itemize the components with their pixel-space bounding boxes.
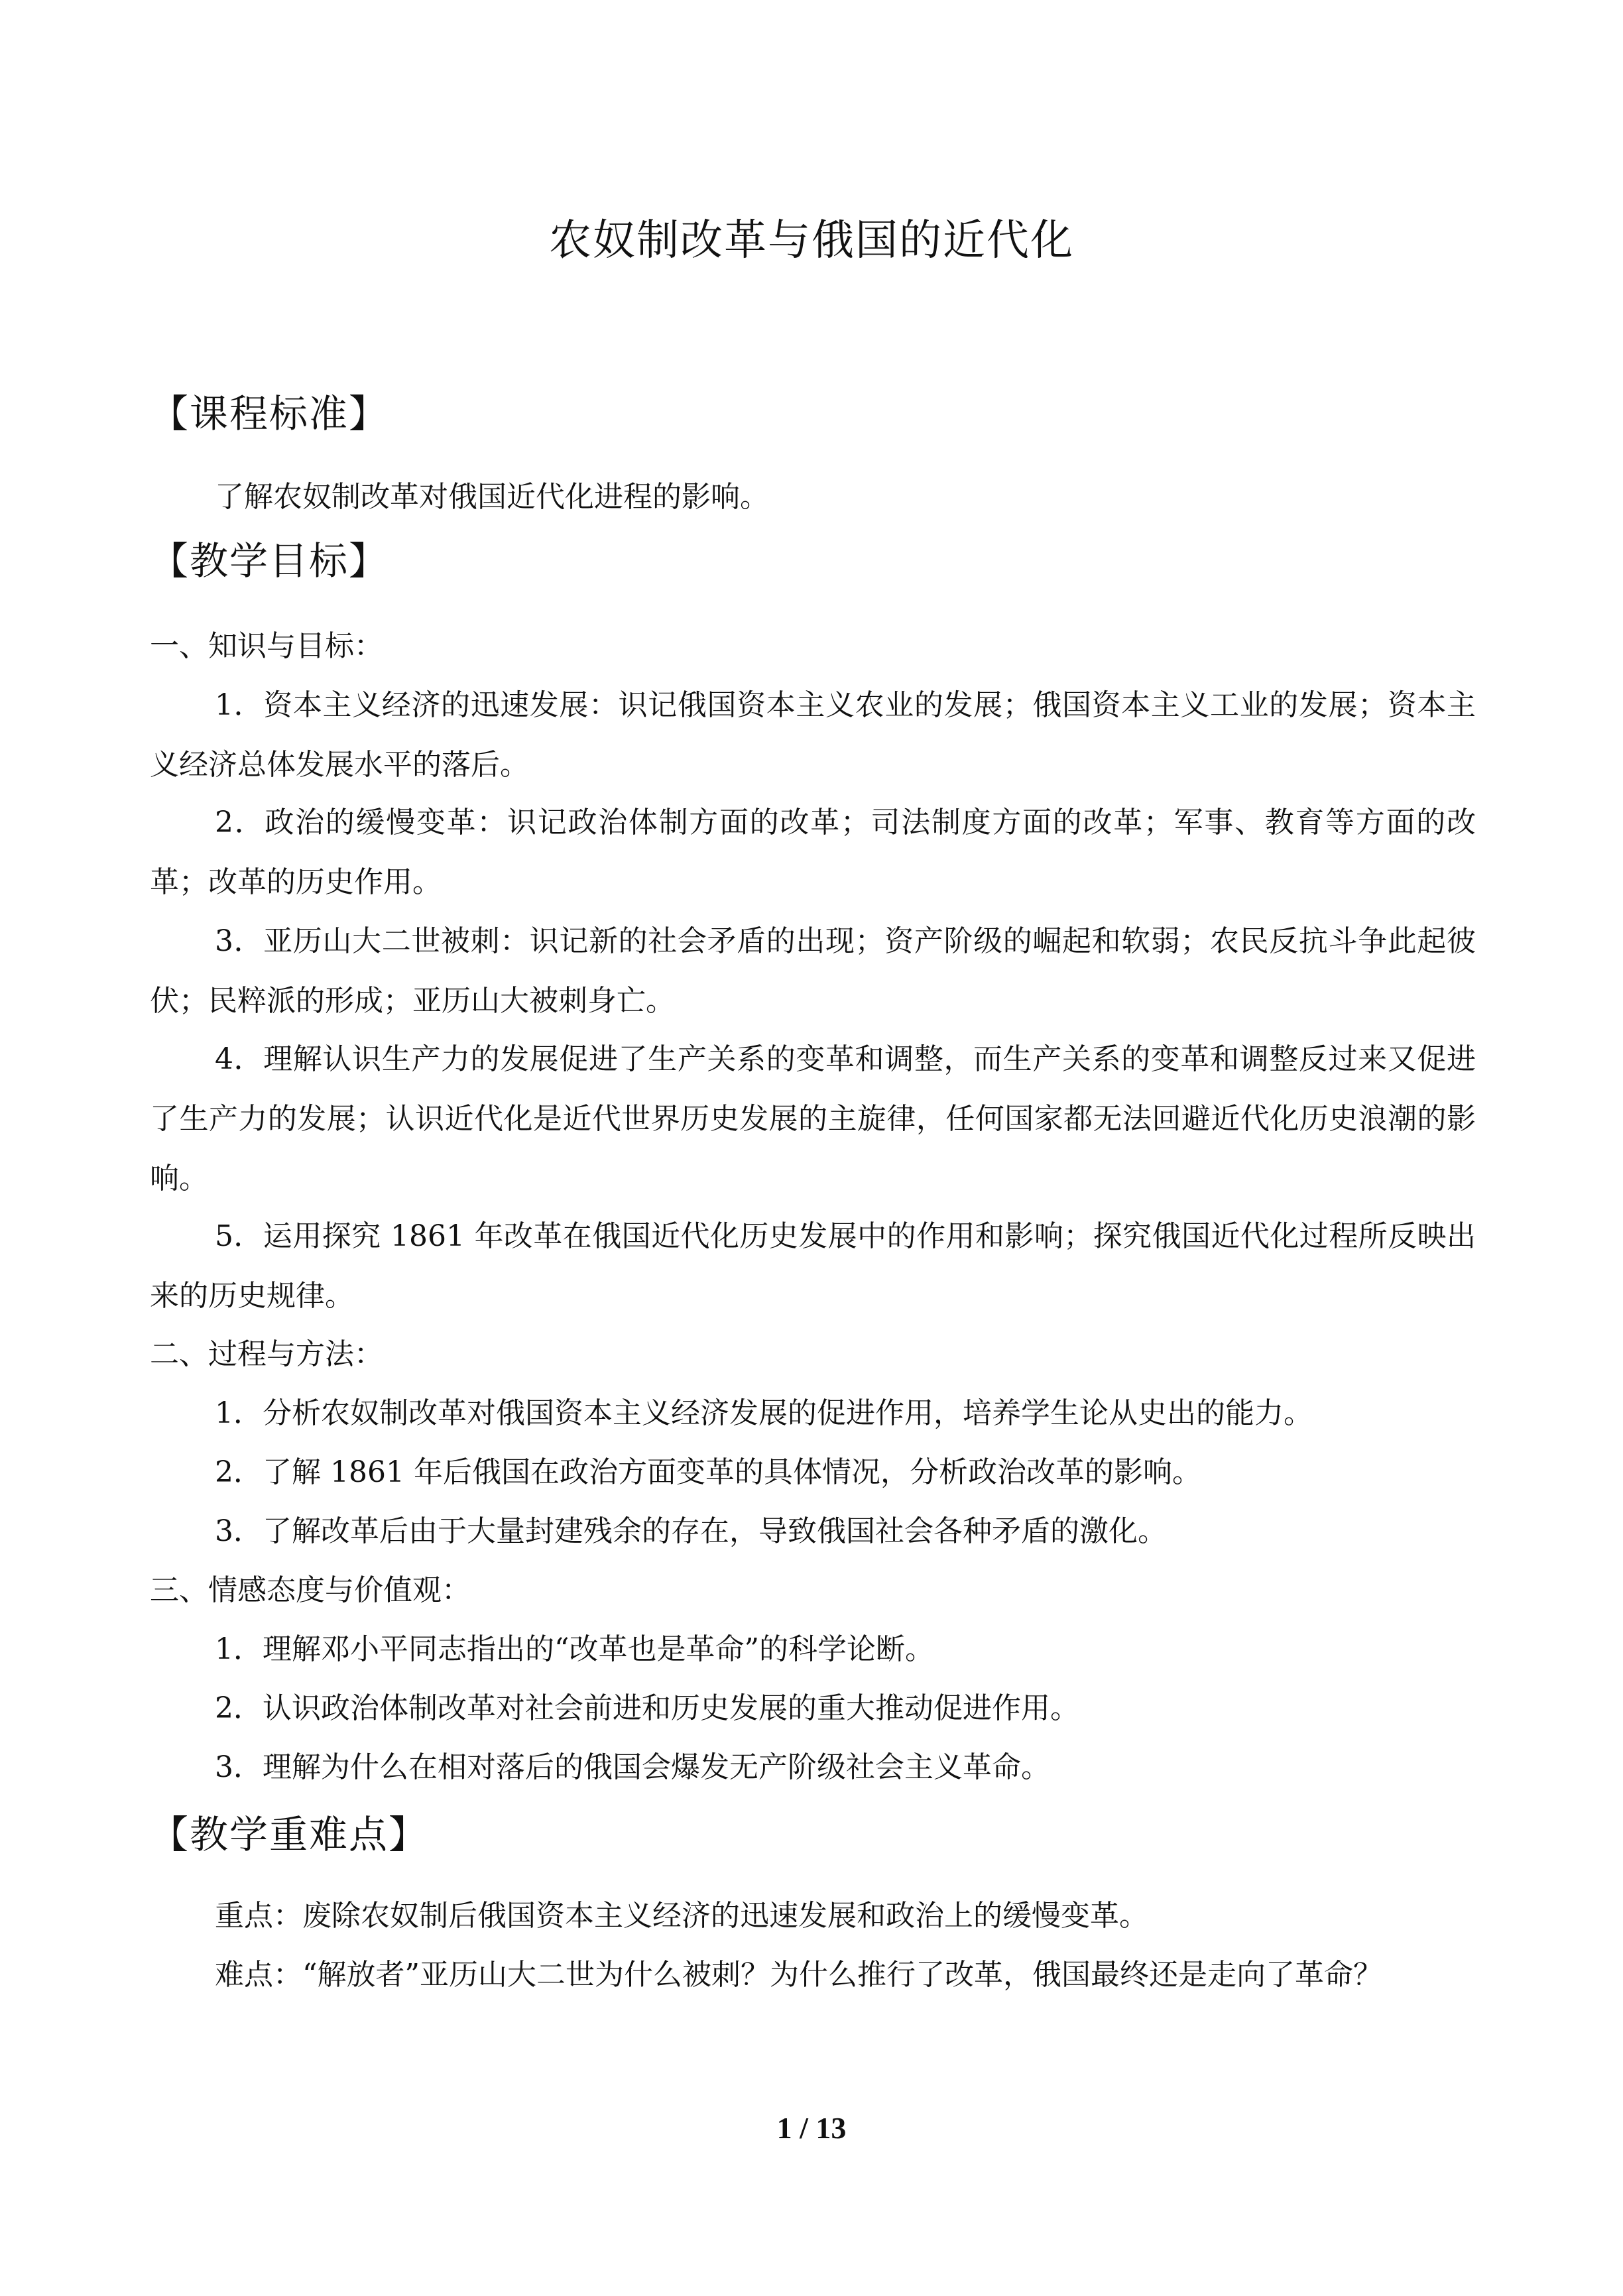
- key-point-difficulty: 难点：“解放者”亚历山大二世为什么被刺？为什么推行了改革，俄国最终还是走向了革命？: [215, 1958, 1382, 1992]
- section-heading-teaching-goals: 【教学目标】: [150, 538, 389, 583]
- goals-part1-item-3: 3．亚历山大二世被刺：识记新的社会矛盾的出现；资产阶级的崛起和软弱；农民反抗斗争此起彼伏；民粹派的形成；亚历山大被刺身亡。: [150, 924, 1476, 1018]
- section-heading-key-points: 【教学重难点】: [150, 1812, 429, 1857]
- goals-part1-item-5: 5．运用探究 1861 年改革在俄国近代化历史发展中的作用和影响；探究俄国近代化过程所反映出来的历史规律。: [150, 1219, 1476, 1313]
- goals-part2-item-3: 3．了解改革后由于大量封建残余的存在，导致俄国社会各种矛盾的激化。: [215, 1514, 1167, 1548]
- goals-part3-title: 三、情感态度与价值观：: [150, 1573, 471, 1607]
- goals-part3-item-3: 3．理解为什么在相对落后的俄国会爆发无产阶级社会主义革命。: [215, 1750, 1050, 1784]
- goals-part3-item-2: 2．认识政治体制改革对社会前进和历史发展的重大推动促进作用。: [215, 1691, 1079, 1725]
- document-title: 农奴制改革与俄国的近代化: [549, 216, 1074, 265]
- section-heading-course-standard: 【课程标准】: [150, 391, 389, 436]
- key-point-focus: 重点：废除农奴制后俄国资本主义经济的迅速发展和政治上的缓慢变革。: [215, 1899, 1148, 1933]
- course-standard-text: 了解农奴制改革对俄国近代化进程的影响。: [215, 480, 769, 514]
- goals-part1-item-2: 2．政治的缓慢变革：识记政治体制方面的改革；司法制度方面的改革；军事、教育等方面的改革；改革的历史作用。: [150, 806, 1476, 899]
- goals-part1-title: 一、知识与目标：: [150, 629, 383, 663]
- goals-part1-item-1: 1．资本主义经济的迅速发展：识记俄国资本主义农业的发展；俄国资本主义工业的发展；资本主义经济总体发展水平的落后。: [150, 688, 1476, 782]
- page-number: 1 / 13: [776, 2111, 847, 2145]
- goals-part2-item-1: 1．分析农奴制改革对俄国资本主义经济发展的促进作用，培养学生论从史出的能力。: [215, 1396, 1313, 1430]
- goals-part3-item-1: 1．理解邓小平同志指出的“改革也是革命”的科学论断。: [215, 1632, 934, 1666]
- goals-part2-item-2: 2．了解 1861 年后俄国在政治方面变革的具体情况，分析政治改革的影响。: [215, 1455, 1201, 1489]
- goals-part2-title: 二、过程与方法：: [150, 1337, 383, 1371]
- goals-part1-item-4: 4．理解认识生产力的发展促进了生产关系的变革和调整，而生产关系的变革和调整反过来又促进了生产力的发展；认识近代化是近代世界历史发展的主旋律，任何国家都无法回避近代化历史浪潮的影响。: [150, 1042, 1476, 1195]
